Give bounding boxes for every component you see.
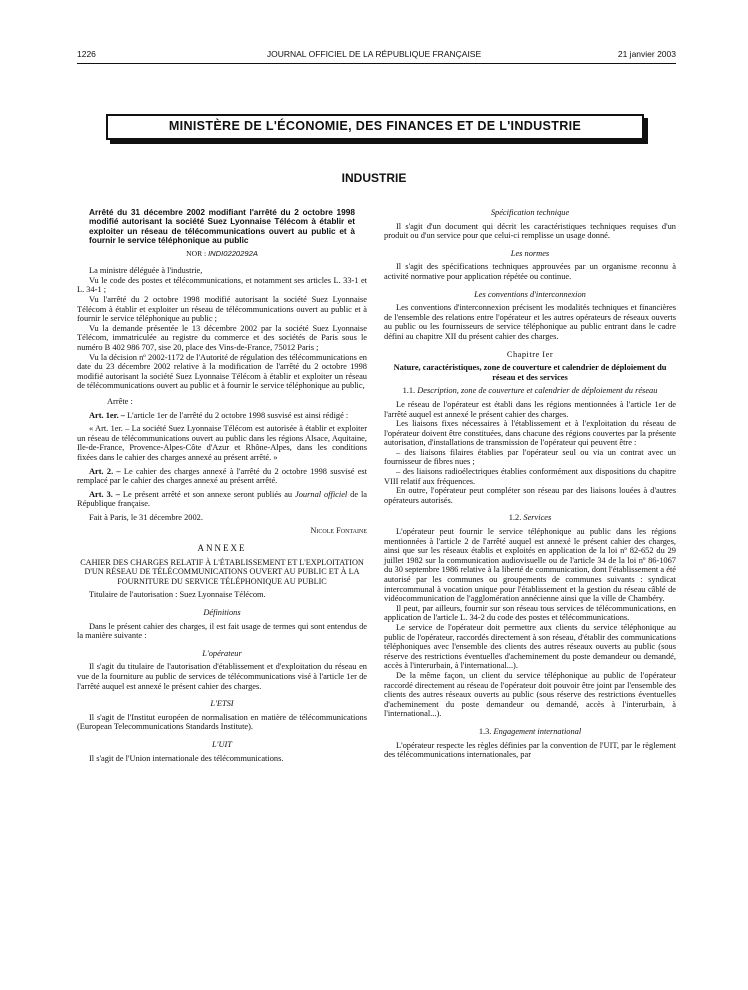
section-1-2-p3: Le service de l'opérateur doit permettre aux clients du service téléphonique au public de l'opérateur, raccordés directement à son réseau, d'établir des communications téléphoniques avec l'ensemble des clients des autres réseaux ouverts au public (sous réserve des restrictions éventuelles d'acheminement du poste demandeur ou demandé, accès à l'interurbain, à l'international...).	[384, 622, 676, 671]
article-3-label: Art. 3. –	[89, 489, 120, 499]
section-1-1-heading: 1.1. Description, zone de couverture et calendrier de déploiement du réseau	[402, 386, 658, 396]
header-rule	[77, 63, 676, 64]
etsi-text: Il s'agit de l'Institut européen de normalisation en matière de télécommunications (European Telecommunications Standards Institute).	[77, 712, 367, 732]
section-1-2-p4: De la même façon, un client du service téléphonique au public de l'opérateur raccordé directement au réseau de l'opérateur doit pouvoir être joint par l'ensemble des clients des autres réseaux ouverts au public (sous réserve des restrictions éventuelles d'acheminement du poste demandeur ou demandé, accès à l'interurbain, à l'international...).	[384, 670, 676, 719]
definitions-heading: Définitions	[203, 608, 241, 618]
spec-heading: Spécification technique	[490, 208, 570, 217]
preamble-vu-arrete: Vu l'arrêté du 2 octobre 1998 modifié autorisant la société Suez Lyonnaise Télécom à établir et exploiter un réseau de télécommunications ouvert au public et à fournir le service téléphonique au public ;	[77, 295, 367, 324]
preamble-vu-demande: Vu la demande présentée le 13 décembre 2002 par la société Suez Lyonnaise Télécom, immatriculée au registre du commerce et des sociétés de Paris sous le numéro B 402 986 707, sise 20, place des Vins-de-France, 75012 Paris ;	[77, 323, 367, 352]
nor-reference	[77, 249, 367, 259]
arrete-label: Arrête :	[107, 396, 133, 406]
journal-title: JOURNAL OFFICIEL DE LA RÉPUBLIQUE FRANÇAISE	[266, 49, 482, 59]
conventions-heading: Les conventions d'interconnexion	[474, 289, 586, 299]
section-1-2-p1: L'opérateur peut fournir le service téléphonique au public dans les régions mentionnées à l'article 2 de l'arrêté auquel est annexé le présent cahier des charges, ainsi que sur les réseaux établis et exploités en application de la loi nº 82-652 du 29 juillet 1982 sur la communication audiovisuelle ou de l'article 34 de la loi nº 86-1067 du 30 septembre 1986 relative à la liberté de communication, dont l'établissement a été autorisé par les communes ou groupements de communes suivants : syndicat intercommunal à vocation unique pour l'établissement et la gestion du réseau câblé de vidéocommunication de l'agglomération annécienne ainsi que la ville de Chambéry.	[384, 527, 676, 604]
nor-label: NOR :	[186, 248, 209, 258]
page-number: 1226	[77, 49, 96, 59]
section-1-1-p2: Les liaisons fixes nécessaires à l'établissement et à l'exploitation du réseau de l'opérateur doivent être constituées, dans chacune des régions couvertes par la présente autorisation, d'installations de transmission de l'opérateur qui peuvent être :	[384, 419, 676, 448]
right-column	[384, 208, 676, 760]
definitions-text: Dans le présent cahier des charges, il est fait usage de termes qui sont entendus de la manière suivante :	[77, 621, 367, 641]
titulaire: Titulaire de l'autorisation : Suez Lyonnaise Télécom.	[89, 590, 266, 600]
preamble-vu-code: Vu le code des postes et télécommunications, et notamment ses articles L. 33-1 et L. 34-1 ;	[77, 275, 367, 295]
section-title: INDUSTRIE	[341, 171, 407, 185]
chapter-label: Chapitre Ier	[506, 349, 554, 359]
left-column	[77, 208, 367, 763]
section-1-1-p1: Le réseau de l'opérateur est établi dans les régions mentionnées à l'article 1er de l'arrêté auquel est annexé le présent cahier des charges.	[384, 399, 676, 419]
operateur-text: Il s'agit du titulaire de l'autorisation d'établissement et d'exploitation du réseau en vue de la fourniture au public de services de télécommunications visé à l'article 1er de l'arrêté auquel est annexé le présent cahier des charges.	[77, 662, 367, 691]
section-1-3-heading: 1.3. Engagement international	[478, 726, 582, 736]
section-1-1-bullet-2: – des liaisons radioélectriques établies conformément aux dispositions du chapitre VIII relatif aux fréquences.	[384, 467, 676, 486]
arrete-title: Arrêté du 31 décembre 2002 modifiant l'arrêté du 2 octobre 1998 modifié autorisant la société Suez Lyonnaise Télécom à établir et exploiter un réseau de télécommunications ouvert au public et à fournir le service téléphonique au public	[89, 207, 355, 246]
signature: Nicole Fontaine	[310, 526, 367, 536]
preamble-minister: La ministre déléguée à l'industrie,	[89, 266, 203, 276]
preamble-vu-decision: Vu la décision nº 2002-1172 de l'Autorité de régulation des télécommunications en date du 23 décembre 2002 relative à la modification de l'arrêté du 2 octobre 1998 modifié autorisant la société Suez Lyonnaise Télécom à établir et exploiter un réseau de télécommunications ouvert au public et à fournir le service téléphonique au public,	[77, 352, 367, 391]
section-1-2-p2: Il peut, par ailleurs, fournir sur son réseau tous services de télécommunications, en application de l'article L. 34-2 du code des postes et télécommunications.	[384, 603, 676, 623]
etsi-heading: L'ETSI	[210, 699, 234, 709]
nor-value: INDI0220292A	[208, 248, 258, 258]
article-3: Art. 3. – Le présent arrêté et son annexe seront publiés au Journal officiel de la République française.	[77, 489, 368, 509]
ministry-box	[106, 114, 644, 140]
spec-text: Il s'agit d'un document qui décrit les caractéristiques techniques requises d'un produit ou d'un service pour que celui-ci remplisse un usage donné.	[384, 221, 676, 241]
chapter-title: Nature, caractéristiques, zone de couverture et calendrier de déploiement du réseau et des services	[393, 363, 667, 382]
uit-text: Il s'agit de l'Union internationale des télécommunications.	[89, 753, 284, 763]
article-2: Art. 2. – Le cahier des charges annexé à l'arrêté du 2 octobre 1998 susvisé est remplacé par le cahier des charges annexé au présent arrêté.	[77, 466, 367, 486]
section-1-3-p1: L'opérateur respecte les règles définies par la convention de l'UIT, par le règlement des télécommunications internationales, par	[384, 740, 676, 760]
article-1-quote: « Art. 1er. – La société Suez Lyonnaise Télécom est autorisée à établir et exploiter un réseau de télécommunications ouvert au public dans les régions Alsace, Aquitaine, Ile-de-France, Provence-Alpes-Côte d'Azur et Rhône-Alpes, dans les conditions fixées dans le cahier des charges annexé au présent arrêté. »	[77, 424, 367, 462]
normes-heading: Les normes	[510, 248, 550, 258]
section-1-1-bullet-1: – des liaisons filaires établies par l'opérateur seul ou via un contrat avec un fournisseur de fibres nues ;	[384, 447, 676, 467]
operateur-heading: L'opérateur	[202, 648, 242, 658]
article-2-label: Art. 2. –	[89, 466, 121, 476]
conventions-text: Les conventions d'interconnexion précisent les modalités techniques et financières de l'ensemble des relations entre l'opérateur et les autres opérateurs de réseaux ouverts au public ou les fournisseurs de service téléphonique au public entrant dans le cadre défini au chapitre XII du présent cahier des charges.	[384, 303, 676, 341]
ministry-title: MINISTÈRE DE L'ÉCONOMIE, DES FINANCES ET DE L'INDUSTRIE	[168, 119, 582, 134]
article-1-label: Art. 1er. –	[89, 410, 125, 420]
section-1-2-heading: 1.2. Services	[508, 513, 552, 523]
annexe-title: ANNEXE	[197, 543, 247, 554]
section-1-1-p3: En outre, l'opérateur peut compléter son réseau par des liaisons louées à d'autres opérateurs autorisés.	[384, 486, 676, 505]
article-1: Art. 1er. – L'article 1er de l'arrêté du 2 octobre 1998 susvisé est ainsi rédigé :	[89, 410, 349, 420]
cahier-title: CAHIER DES CHARGES RELATIF À L'ÉTABLISSEMENT ET L'EXPLOITATION D'UN RÉSEAU DE TÉLÉCOMMUNICATIONS OUVERT AU PUBLIC ET À LA FOURNITURE DU SERVICE TÉLÉPHONIQUE AU PUBLIC	[80, 557, 364, 586]
uit-heading: L'UIT	[212, 739, 232, 749]
page-date: 21 janvier 2003	[617, 49, 676, 59]
normes-text: Il s'agit des spécifications techniques approuvées par un organisme reconnu à activité normative pour application répétée ou continue.	[384, 262, 676, 281]
done-at: Fait à Paris, le 31 décembre 2002.	[89, 512, 203, 522]
